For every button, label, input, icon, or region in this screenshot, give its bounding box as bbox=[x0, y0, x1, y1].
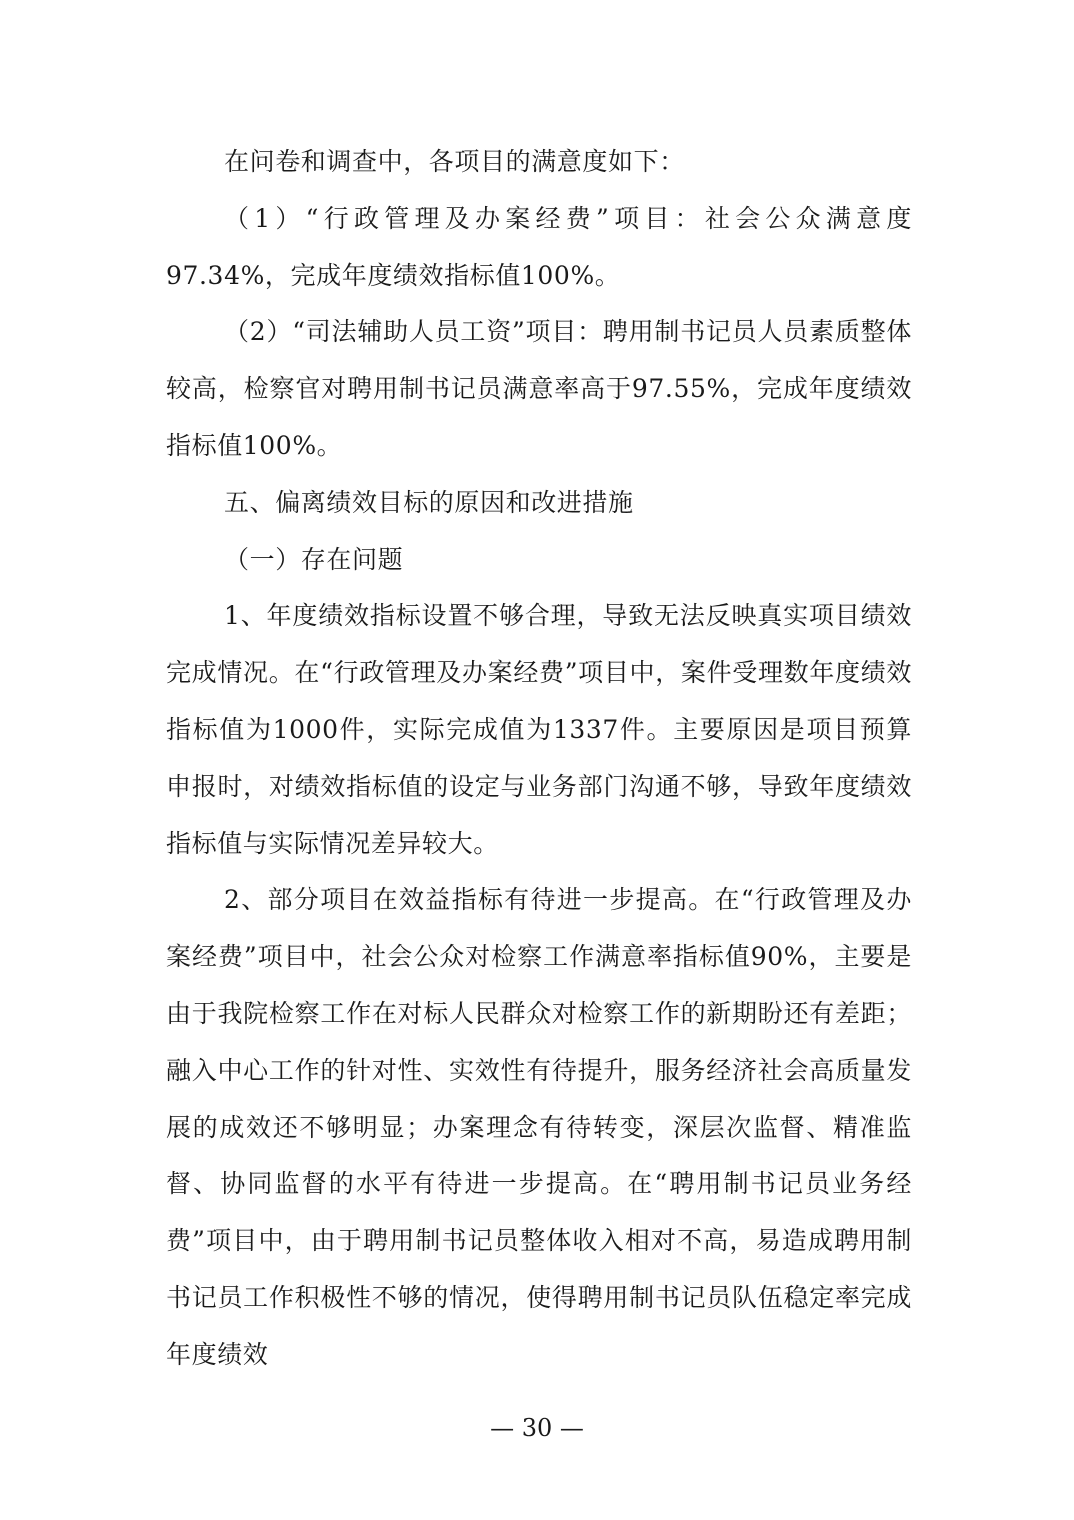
paragraph-problem-1: 1、年度绩效指标设置不够合理，导致无法反映真实项目绩效完成情况。在“行政管理及办案经费”项目中，案件受理数年度绩效指标值为1000件，实际完成值为1337件。主要原因是项目预算申报时，对绩效指标值的设定与业务部门沟通不够，导致年度绩效指标值与实际情况差异较大。 bbox=[166, 601, 912, 858]
paragraph-satisfaction-intro: 在问卷和调查中，各项目的满意度如下： bbox=[224, 147, 685, 176]
paragraph-item-1: （1）“行政管理及办案经费”项目：社会公众满意度97.34%，完成年度绩效指标值100%。 bbox=[166, 203, 912, 290]
page-number: — 30 — bbox=[490, 1414, 584, 1442]
paragraph-item-2: （2）“司法辅助人员工资”项目：聘用制书记员人员素质整体较高，检察官对聘用制书记员满意率高于97.55%，完成年度绩效指标值100%。 bbox=[166, 317, 912, 460]
subsection-heading: （一）存在问题 bbox=[224, 544, 404, 574]
paragraph-problem-2: 2、部分项目在效益指标有待进一步提高。在“行政管理及办案经费”项目中，社会公众对检察工作满意率指标值90%，主要是由于我院检察工作在对标人民群众对检察工作的新期盼还有差距；融入中心工作的针对性、实效性有待提升，服务经济社会高质量发展的成效还不够明显；办案理念有待转变，深层次监督、精准监督、协同监督的水平有待进一步提高。在“聘用制书记员业务经费”项目中，由于聘用制书记员整体收入相对不高，易造成聘用制书记员工作积极性不够的情况，使得聘用制书记员队伍稳定率完成年度绩效 bbox=[166, 885, 912, 1369]
body-text bbox=[166, 134, 912, 1384]
section-heading: 五、偏离绩效目标的原因和改进措施 bbox=[224, 487, 634, 517]
